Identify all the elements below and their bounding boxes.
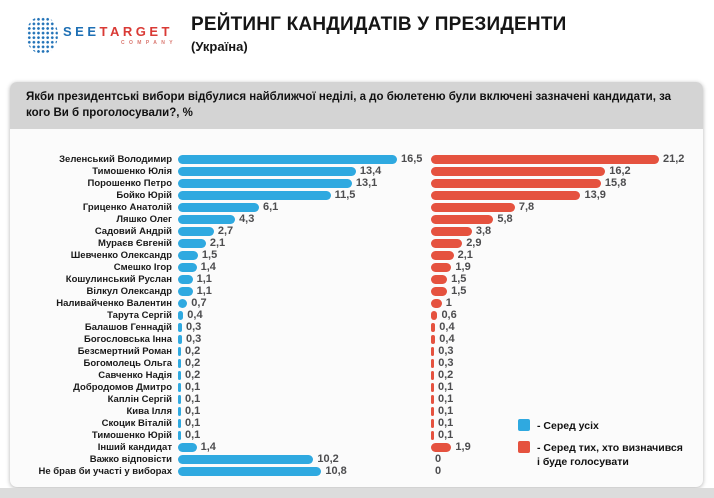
bar-decided-value: 1,9 — [455, 261, 471, 274]
bar-decided — [431, 155, 659, 164]
bar-zone-all — [178, 333, 431, 345]
legend-swatch-blue-icon — [518, 419, 530, 431]
candidate-label: Безсмертний Роман — [77, 345, 172, 357]
bar-zone-decided — [431, 285, 703, 297]
candidate-label: Добродомов Дмитро — [73, 381, 172, 393]
chart-row — [10, 165, 703, 177]
bar-all — [178, 407, 181, 416]
chart-row — [10, 369, 703, 381]
candidate-label: Вілкул Олександр — [86, 285, 172, 297]
legend-swatch-red-icon — [518, 441, 530, 453]
bar-all-value: 13,1 — [355, 177, 378, 190]
bar-zone-decided — [431, 165, 703, 177]
bar-decided — [431, 311, 437, 320]
bar-zone-all — [178, 453, 431, 465]
bar-zone-all — [178, 297, 431, 309]
bar-zone-decided — [431, 393, 703, 405]
bar-decided — [431, 215, 493, 224]
bar-all-value: 0,2 — [185, 345, 201, 358]
bar-zone-all — [178, 369, 431, 381]
bar-decided-value: 0,4 — [439, 333, 455, 346]
chart-row — [10, 261, 703, 273]
bar-all-value: 0,3 — [185, 321, 202, 334]
bar-all — [178, 227, 214, 236]
logo-target: TARGET — [99, 23, 173, 39]
page-title: РЕЙТИНГ КАНДИДАТІВ У ПРЕЗИДЕНТИ — [191, 14, 567, 35]
bar-decided-value: 5,8 — [497, 213, 513, 226]
bar-all — [178, 431, 181, 440]
bar-zone-all — [178, 201, 431, 213]
bar-decided — [431, 251, 454, 260]
page-bottom-strip — [0, 488, 714, 498]
chart-card — [10, 82, 703, 487]
chart-row — [10, 297, 703, 309]
bar-decided-value: 1,5 — [451, 273, 467, 286]
bar-decided — [431, 359, 434, 368]
page-subtitle: (Україна) — [191, 39, 248, 54]
candidate-label: Савченко Надія — [98, 369, 172, 381]
candidate-label: Інший кандидат — [97, 441, 172, 453]
bar-all — [178, 275, 193, 284]
bar-zone-decided — [431, 153, 703, 165]
bar-all-value: 11,5 — [334, 189, 356, 202]
chart-row — [10, 381, 703, 393]
bar-zone-decided — [431, 321, 703, 333]
chart-row — [10, 321, 703, 333]
candidate-label: Садовий Андрій — [94, 225, 172, 237]
bar-all — [178, 323, 182, 332]
bar-decided — [431, 347, 434, 356]
bar-all-value: 4,3 — [239, 213, 255, 226]
bar-all-value: 2,1 — [209, 237, 226, 250]
candidate-label: Зеленський Володимир — [59, 153, 172, 165]
bar-all — [178, 287, 193, 296]
survey-question: Якби президентські вибори відбулися найближчої неділі, а до бюлетеню були включені зазначені кандидати, за кого Ви б проголосували?, % — [10, 82, 703, 129]
candidate-label: Тимошенко Юрій — [91, 429, 172, 441]
bar-decided — [431, 335, 435, 344]
page-header — [0, 0, 714, 68]
bar-all — [178, 347, 181, 356]
legend-item-all — [518, 419, 687, 433]
legend-label-decided: - Серед тих, хто визначився і буде голосувати — [537, 441, 683, 469]
bar-zone-all — [178, 261, 431, 273]
bar-zone-all — [178, 357, 431, 369]
bar-zone-all — [178, 381, 431, 393]
bar-decided-value: 1 — [445, 297, 452, 310]
bar-zone-all — [178, 309, 431, 321]
bar-all — [178, 239, 206, 248]
bar-decided — [431, 287, 447, 296]
bar-decided-value: 1,5 — [451, 285, 467, 298]
bar-zone-decided — [431, 249, 703, 261]
bar-all — [178, 263, 197, 272]
bar-all — [178, 359, 181, 368]
chart-row — [10, 309, 703, 321]
bar-decided-value: 13,9 — [584, 189, 606, 202]
bar-decided — [431, 263, 451, 272]
bar-decided-value: 0,4 — [439, 321, 455, 334]
chart-row — [10, 201, 703, 213]
bar-zone-all — [178, 405, 431, 417]
bar-zone-decided — [431, 189, 703, 201]
bar-all-value: 0,1 — [185, 417, 201, 430]
bar-decided-value: 0,1 — [438, 393, 454, 406]
candidate-label: Скоцик Віталій — [101, 417, 172, 429]
bar-decided — [431, 371, 434, 380]
bar-decided — [431, 323, 435, 332]
bar-all-value: 1,4 — [200, 261, 216, 274]
logo-see: SEE — [63, 23, 100, 39]
bar-decided — [431, 179, 601, 188]
candidate-label: Тарута Сергій — [107, 309, 172, 321]
candidate-label: Богомолець Ольга — [83, 357, 172, 369]
bar-decided-value: 3,8 — [475, 225, 492, 238]
candidate-label: Кошулинський Руслан — [65, 273, 172, 285]
bar-decided-value: 0 — [435, 453, 442, 466]
bar-decided — [431, 383, 434, 392]
candidate-label: Не брав би участі у виборах — [38, 465, 172, 477]
bar-all — [178, 167, 356, 176]
candidate-label: Бойко Юрій — [116, 189, 172, 201]
bar-decided — [431, 167, 605, 176]
bar-zone-all — [178, 213, 431, 225]
bar-zone-decided — [431, 261, 703, 273]
bar-zone-all — [178, 441, 431, 453]
bar-all — [178, 215, 235, 224]
bar-zone-decided — [431, 345, 703, 357]
bar-all-value: 0,4 — [187, 309, 203, 322]
bar-all — [178, 155, 397, 164]
chart-row — [10, 285, 703, 297]
bar-decided — [431, 299, 442, 308]
bar-zone-all — [178, 225, 431, 237]
bar-chart — [10, 129, 703, 477]
bar-all — [178, 311, 183, 320]
chart-row — [10, 213, 703, 225]
bar-decided — [431, 191, 580, 200]
chart-row — [10, 189, 703, 201]
bar-all-value: 10,2 — [317, 453, 339, 466]
bar-zone-decided — [431, 177, 703, 189]
bar-decided-value: 2,1 — [457, 249, 473, 262]
bar-all-value: 0,1 — [185, 405, 201, 418]
candidate-label: Каплін Сергій — [107, 393, 172, 405]
bar-decided-value: 21,2 — [663, 153, 685, 166]
candidate-label: Порошенко Петро — [87, 177, 172, 189]
candidate-label: Смешко Ігор — [113, 261, 172, 273]
bar-all-value: 10,8 — [325, 465, 347, 478]
bar-zone-decided — [431, 213, 703, 225]
candidate-label: Шевченко Олександр — [70, 249, 172, 261]
bar-decided-value: 0,1 — [438, 405, 454, 418]
bar-decided-value: 0,3 — [438, 357, 454, 370]
bar-zone-all — [178, 417, 431, 429]
bar-zone-all — [178, 321, 431, 333]
candidate-label: Тимошенко Юлія — [92, 165, 172, 177]
bar-zone-all — [178, 237, 431, 249]
seetarget-logo — [26, 16, 177, 54]
bar-all-value: 6,1 — [262, 201, 279, 214]
bar-zone-decided — [431, 201, 703, 213]
bar-zone-decided — [431, 369, 703, 381]
bar-zone-decided — [431, 273, 703, 285]
bar-decided-value: 16,2 — [609, 165, 631, 178]
bar-zone-all — [178, 345, 431, 357]
bar-decided-value: 7,8 — [518, 201, 535, 214]
chart-row — [10, 393, 703, 405]
globe-dots-icon — [26, 16, 58, 54]
bar-zone-all — [178, 273, 431, 285]
bar-all-value: 0,3 — [185, 333, 202, 346]
bar-zone-decided — [431, 381, 703, 393]
bar-decided — [431, 431, 434, 440]
bar-zone-decided — [431, 297, 703, 309]
bar-all-value: 1,4 — [200, 441, 216, 454]
candidate-label: Богословська Інна — [84, 333, 172, 345]
bar-zone-all — [178, 165, 431, 177]
logo-text — [63, 25, 177, 46]
bar-all — [178, 395, 181, 404]
bar-zone-decided — [431, 309, 703, 321]
bar-all — [178, 191, 331, 200]
bar-all-value: 0,1 — [185, 393, 201, 406]
bar-decided — [431, 395, 434, 404]
bar-all-value: 16,5 — [401, 153, 423, 166]
bar-zone-all — [178, 429, 431, 441]
chart-row — [10, 333, 703, 345]
bar-zone-all — [178, 189, 431, 201]
bar-all-value: 2,7 — [217, 225, 234, 238]
bar-decided-value: 0 — [435, 465, 442, 478]
bar-all — [178, 443, 197, 452]
bar-decided-value: 0,2 — [438, 369, 454, 382]
bar-all-value: 0,1 — [185, 381, 201, 394]
bar-all-value: 0,2 — [185, 369, 201, 382]
chart-legend — [518, 411, 687, 470]
chart-row — [10, 273, 703, 285]
chart-row — [10, 153, 703, 165]
bar-decided-value: 0,1 — [438, 381, 454, 394]
bar-zone-decided — [431, 357, 703, 369]
candidate-label: Мураєв Євгеній — [98, 237, 172, 249]
bar-decided-value: 0,3 — [438, 345, 454, 358]
bar-all-value: 1,1 — [196, 285, 212, 298]
chart-row — [10, 225, 703, 237]
candidate-label: Наливайченко Валентин — [56, 297, 172, 309]
bar-all — [178, 251, 198, 260]
bar-all-value: 0,1 — [185, 429, 201, 442]
candidate-label: Кива Ілля — [126, 405, 172, 417]
candidate-label: Гриценко Анатолій — [82, 201, 172, 213]
bar-zone-decided — [431, 237, 703, 249]
bar-all — [178, 335, 182, 344]
bar-zone-all — [178, 465, 431, 477]
bar-all — [178, 455, 313, 464]
chart-row — [10, 237, 703, 249]
logo-company: COMPANY — [121, 39, 177, 46]
bar-decided — [431, 275, 447, 284]
candidate-label: Ляшко Олег — [116, 213, 172, 225]
legend-item-decided — [518, 441, 687, 469]
bar-all-value: 13,4 — [359, 165, 382, 178]
bar-all — [178, 383, 181, 392]
bar-decided-value: 1,9 — [455, 441, 471, 454]
bar-decided-value: 2,9 — [466, 237, 482, 250]
legend-label-all: - Серед усіх — [537, 419, 599, 432]
title-block — [191, 12, 567, 54]
bar-zone-all — [178, 249, 431, 261]
bar-decided — [431, 407, 434, 416]
bar-zone-all — [178, 285, 431, 297]
bar-all — [178, 371, 181, 380]
bar-all-value: 1,5 — [201, 249, 218, 262]
chart-row — [10, 249, 703, 261]
bar-zone-all — [178, 153, 431, 165]
bar-zone-decided — [431, 225, 703, 237]
bar-all-value: 1,1 — [196, 273, 212, 286]
chart-row — [10, 177, 703, 189]
bar-all — [178, 203, 259, 212]
bar-decided — [431, 419, 434, 428]
candidate-label: Балашов Геннадій — [84, 321, 172, 333]
bar-all — [178, 299, 187, 308]
chart-row — [10, 357, 703, 369]
bar-decided — [431, 227, 472, 236]
bar-zone-all — [178, 393, 431, 405]
bar-decided — [431, 239, 462, 248]
bar-all — [178, 419, 181, 428]
bar-decided-value: 0,1 — [438, 417, 454, 430]
bar-all — [178, 467, 321, 476]
bar-all-value: 0,7 — [191, 297, 207, 310]
bar-decided-value: 15,8 — [604, 177, 627, 190]
bar-decided-value: 0,1 — [438, 429, 454, 442]
chart-row — [10, 345, 703, 357]
candidate-label: Важко відповісти — [89, 453, 172, 465]
bar-decided-value: 0,6 — [441, 309, 457, 322]
bar-zone-all — [178, 177, 431, 189]
bar-zone-decided — [431, 333, 703, 345]
bar-all — [178, 179, 352, 188]
bar-all-value: 0,2 — [185, 357, 201, 370]
bar-decided — [431, 443, 451, 452]
bar-decided — [431, 203, 515, 212]
